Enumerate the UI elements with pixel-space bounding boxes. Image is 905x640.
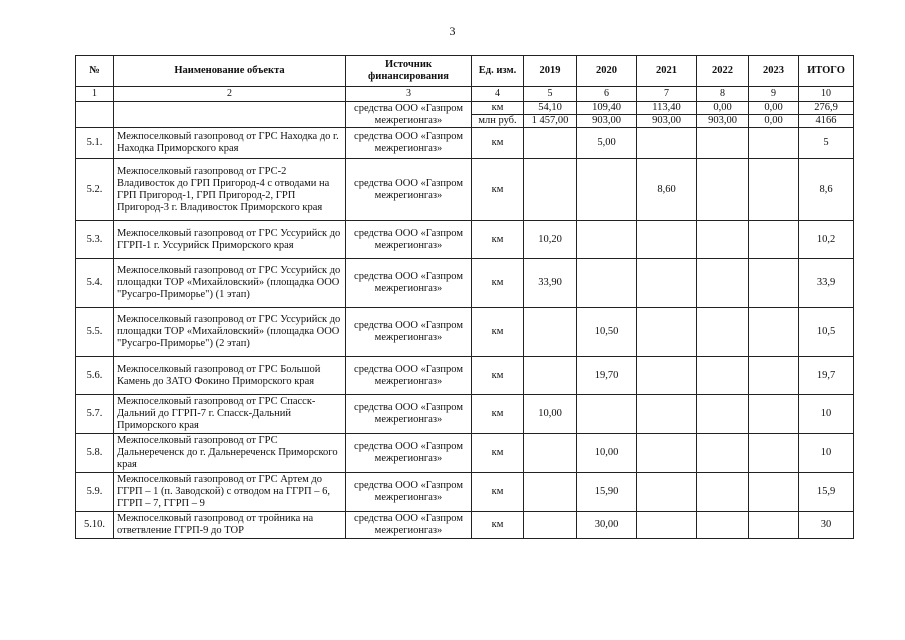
table-row: [76, 259, 854, 308]
column-numbers-row: [76, 87, 854, 102]
summary-unit: км: [472, 102, 524, 115]
unit: км: [472, 221, 524, 259]
object-name: Межпоселковый газопровод от ГРС Спасск-Дальний до ГГРП-7 г. Спасск-Дальний Приморского края: [114, 395, 346, 434]
column-number: 10: [799, 87, 854, 102]
value-2019: [524, 128, 577, 159]
column-number: 1: [76, 87, 114, 102]
header-2021: 2021: [637, 56, 697, 87]
value-2022: [697, 128, 749, 159]
table-row: [76, 512, 854, 539]
value-2020: [577, 221, 637, 259]
summary-2021: 113,40: [637, 102, 697, 115]
value-2019: [524, 473, 577, 512]
funding-source: средства ООО «Газпром межрегионгаз»: [346, 221, 472, 259]
header-unit: Ед. изм.: [472, 56, 524, 87]
row-number: 5.6.: [76, 357, 114, 395]
object-name: Межпоселковый газопровод от ГРС-2 Владивосток до ГРП Пригород-4 с отводами на ГРП Пригород-1, ГРП Пригород-2, ГРП Пригород-3 г. Владивосток Приморского края: [114, 159, 346, 221]
value-2020: 5,00: [577, 128, 637, 159]
table-row: [76, 473, 854, 512]
summary-2022: 0,00: [697, 102, 749, 115]
unit: км: [472, 473, 524, 512]
table-row: [76, 434, 854, 473]
summary-num-cell: [76, 102, 114, 128]
header-num: №: [76, 56, 114, 87]
value-2023: [749, 159, 799, 221]
column-number: 6: [577, 87, 637, 102]
column-number: 4: [472, 87, 524, 102]
summary-2020: 109,40: [577, 102, 637, 115]
unit: км: [472, 512, 524, 539]
object-name: Межпоселковый газопровод от ГРС Уссурийск до площадки ТОР «Михайловский» (площадка ООО "Русагро-Приморье") (2 этап): [114, 308, 346, 357]
value-2021: 8,60: [637, 159, 697, 221]
table-body: [76, 102, 854, 539]
unit: км: [472, 395, 524, 434]
total: 10,2: [799, 221, 854, 259]
value-2022: [697, 308, 749, 357]
value-2023: [749, 512, 799, 539]
value-2019: [524, 159, 577, 221]
total: 5: [799, 128, 854, 159]
summary-2023: 0,00: [749, 102, 799, 115]
table-row: [76, 159, 854, 221]
value-2022: [697, 159, 749, 221]
value-2020: [577, 259, 637, 308]
table-row: [76, 395, 854, 434]
table-row: [76, 221, 854, 259]
value-2021: [637, 512, 697, 539]
table-row: [76, 357, 854, 395]
total: 8,6: [799, 159, 854, 221]
value-2021: [637, 128, 697, 159]
summary-2019: 54,10: [524, 102, 577, 115]
value-2023: [749, 259, 799, 308]
summary-2022: 903,00: [697, 115, 749, 128]
value-2021: [637, 473, 697, 512]
row-number: 5.1.: [76, 128, 114, 159]
column-number: 3: [346, 87, 472, 102]
summary-row-km: [76, 102, 854, 115]
value-2020: 30,00: [577, 512, 637, 539]
object-name: Межпоселковый газопровод от ГРС Большой Камень до ЗАТО Фокино Приморского края: [114, 357, 346, 395]
value-2023: [749, 395, 799, 434]
object-name: Межпоселковый газопровод от ГРС Артем до ГГРП – 1 (п. Заводской) с отводом на ГГРП – 6, ГГРП – 7, ГГРП – 9: [114, 473, 346, 512]
value-2020: 10,50: [577, 308, 637, 357]
value-2019: [524, 357, 577, 395]
row-number: 5.2.: [76, 159, 114, 221]
value-2020: [577, 395, 637, 434]
object-name: Межпоселковый газопровод от тройника на ответвление ГГРП-9 до ТОР: [114, 512, 346, 539]
summary-total: 276,9: [799, 102, 854, 115]
value-2023: [749, 357, 799, 395]
table-row: [76, 308, 854, 357]
header-2023: 2023: [749, 56, 799, 87]
object-name: Межпоселковый газопровод от ГРС Уссурийск до ГГРП-1 г. Уссурийск Приморского края: [114, 221, 346, 259]
total: 30: [799, 512, 854, 539]
value-2022: [697, 512, 749, 539]
row-number: 5.10.: [76, 512, 114, 539]
value-2019: 33,90: [524, 259, 577, 308]
funding-source: средства ООО «Газпром межрегионгаз»: [346, 473, 472, 512]
value-2023: [749, 128, 799, 159]
value-2019: 10,20: [524, 221, 577, 259]
summary-2019: 1 457,00: [524, 115, 577, 128]
value-2021: [637, 259, 697, 308]
value-2023: [749, 434, 799, 473]
summary-name-cell: [114, 102, 346, 128]
unit: км: [472, 308, 524, 357]
value-2020: 15,90: [577, 473, 637, 512]
funding-source: средства ООО «Газпром межрегионгаз»: [346, 128, 472, 159]
summary-total: 4166: [799, 115, 854, 128]
row-number: 5.4.: [76, 259, 114, 308]
value-2021: [637, 395, 697, 434]
value-2021: [637, 434, 697, 473]
value-2019: [524, 512, 577, 539]
row-number: 5.8.: [76, 434, 114, 473]
value-2022: [697, 259, 749, 308]
header-total: ИТОГО: [799, 56, 854, 87]
total: 33,9: [799, 259, 854, 308]
row-number: 5.3.: [76, 221, 114, 259]
funding-source: средства ООО «Газпром межрегионгаз»: [346, 159, 472, 221]
value-2023: [749, 221, 799, 259]
value-2023: [749, 308, 799, 357]
total: 19,7: [799, 357, 854, 395]
summary-2021: 903,00: [637, 115, 697, 128]
value-2022: [697, 473, 749, 512]
value-2021: [637, 308, 697, 357]
value-2019: 10,00: [524, 395, 577, 434]
table-row: [76, 128, 854, 159]
funding-source: средства ООО «Газпром межрегионгаз»: [346, 512, 472, 539]
value-2021: [637, 357, 697, 395]
column-number: 2: [114, 87, 346, 102]
value-2019: [524, 308, 577, 357]
unit: км: [472, 434, 524, 473]
funding-source: средства ООО «Газпром межрегионгаз»: [346, 434, 472, 473]
value-2023: [749, 473, 799, 512]
header-2022: 2022: [697, 56, 749, 87]
total: 10: [799, 395, 854, 434]
value-2022: [697, 434, 749, 473]
funding-source: средства ООО «Газпром межрегионгаз»: [346, 308, 472, 357]
table-header: [76, 56, 854, 102]
header-source: Источник финансирования: [346, 56, 472, 87]
column-number: 5: [524, 87, 577, 102]
header-row: [76, 56, 854, 87]
unit: км: [472, 357, 524, 395]
value-2022: [697, 395, 749, 434]
header-2019: 2019: [524, 56, 577, 87]
summary-unit: млн руб.: [472, 115, 524, 128]
value-2020: 19,70: [577, 357, 637, 395]
value-2019: [524, 434, 577, 473]
page-number: 3: [449, 24, 456, 38]
object-name: Межпоселковый газопровод от ГРС Дальнереченск до г. Дальнереченск Приморского края: [114, 434, 346, 473]
row-number: 5.5.: [76, 308, 114, 357]
total: 15,9: [799, 473, 854, 512]
total: 10,5: [799, 308, 854, 357]
funding-source: средства ООО «Газпром межрегионгаз»: [346, 357, 472, 395]
row-number: 5.9.: [76, 473, 114, 512]
unit: км: [472, 128, 524, 159]
summary-source: средства ООО «Газпром межрегионгаз»: [346, 102, 472, 128]
unit: км: [472, 159, 524, 221]
header-name: Наименование объекта: [114, 56, 346, 87]
object-name: Межпоселковый газопровод от ГРС Уссурийск до площадки ТОР «Михайловский» (площадка ООО "Русагро-Приморье") (1 этап): [114, 259, 346, 308]
funding-source: средства ООО «Газпром межрегионгаз»: [346, 259, 472, 308]
column-number: 9: [749, 87, 799, 102]
object-name: Межпоселковый газопровод от ГРС Находка до г. Находка Приморского края: [114, 128, 346, 159]
column-number: 7: [637, 87, 697, 102]
row-number: 5.7.: [76, 395, 114, 434]
summary-2023: 0,00: [749, 115, 799, 128]
unit: км: [472, 259, 524, 308]
value-2022: [697, 221, 749, 259]
value-2021: [637, 221, 697, 259]
value-2022: [697, 357, 749, 395]
objects-table: [75, 55, 854, 539]
value-2020: 10,00: [577, 434, 637, 473]
header-2020: 2020: [577, 56, 637, 87]
value-2020: [577, 159, 637, 221]
column-number: 8: [697, 87, 749, 102]
summary-2020: 903,00: [577, 115, 637, 128]
total: 10: [799, 434, 854, 473]
funding-source: средства ООО «Газпром межрегионгаз»: [346, 395, 472, 434]
